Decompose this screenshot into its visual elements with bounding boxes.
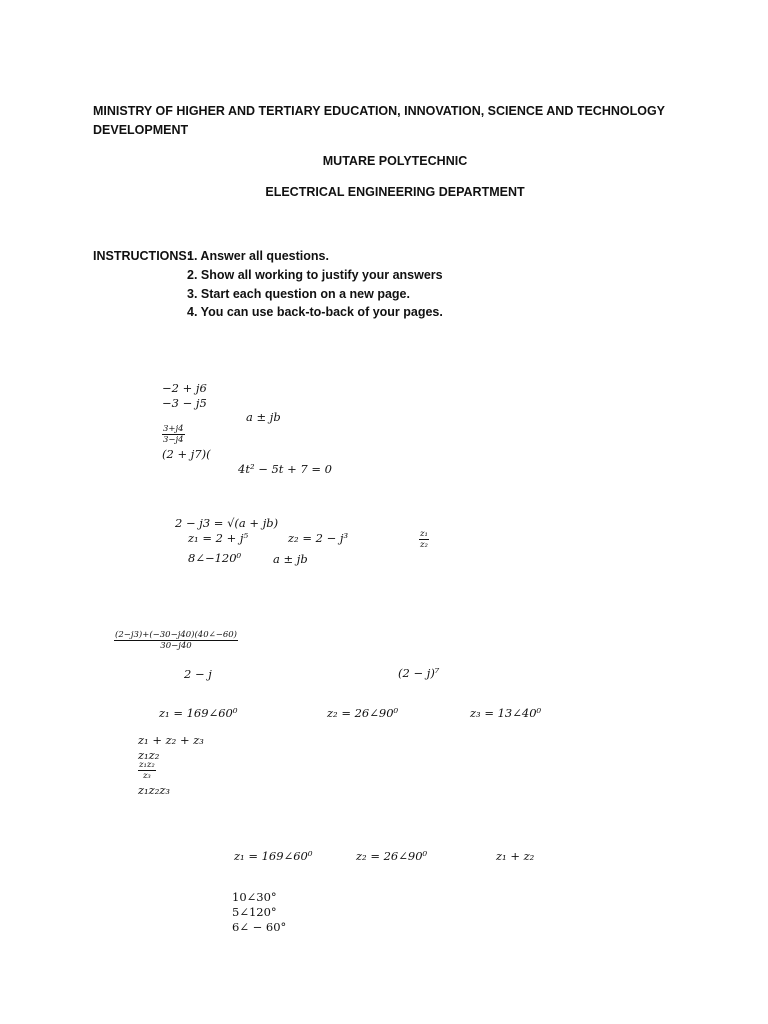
q2-root-equation: 2 − j3 = √(a + jb) xyxy=(175,516,279,530)
instruction-item: 3. Start each question on a new page. xyxy=(187,287,410,301)
q2-polar: 8∠−120⁰ xyxy=(188,551,242,565)
q4-sum: z₁ + z₂ + z₃ xyxy=(138,733,204,747)
q5-z2: z₂ = 26∠90⁰ xyxy=(356,849,428,863)
q2-ratio xyxy=(419,529,429,550)
q2-z1: z₁ = 2 + j⁵ xyxy=(188,531,249,545)
q2-z2: z₂ = 2 − j³ xyxy=(288,531,349,545)
q1-form: a ± jb xyxy=(246,410,281,424)
q1-fraction-denominator: 3−j4 xyxy=(163,435,184,445)
q1-expr-b: −3 − j5 xyxy=(162,396,207,410)
ministry-line-2: DEVELOPMENT xyxy=(93,123,189,137)
q2-ratio-denominator: z₂ xyxy=(420,540,428,550)
q6-phasor: 10∠30° xyxy=(232,890,277,904)
q5-sum: z₁ + z₂ xyxy=(496,849,535,863)
q3-fraction-numerator: (2−j3)+(−30−j40)(40∠−60) xyxy=(115,630,237,640)
instruction-item: 4. You can use back-to-back of your pages. xyxy=(187,305,443,319)
q2-ratio-numerator: z₁ xyxy=(420,529,428,539)
q4-z1: z₁ = 169∠60⁰ xyxy=(159,706,238,720)
q1-expr-d: (2 + j7)( xyxy=(162,447,211,461)
q2-form: a ± jb xyxy=(273,552,308,566)
q4-z2: z₂ = 26∠90⁰ xyxy=(327,706,399,720)
instructions-label: INSTRUCTIONS: xyxy=(93,249,191,263)
q4-product-3: z₁z₂z₃ xyxy=(138,783,171,797)
q1-expr-a: −2 + j6 xyxy=(162,381,207,395)
q5-z1: z₁ = 169∠60⁰ xyxy=(234,849,313,863)
q6-phasor: 6∠ − 60° xyxy=(232,920,287,934)
q3-power: (2 − j)⁷ xyxy=(398,666,440,680)
institution-name: MUTARE POLYTECHNIC xyxy=(322,154,468,168)
q3-fraction xyxy=(114,630,238,651)
q1-quadratic: 4t² − 5t + 7 = 0 xyxy=(238,462,332,476)
instruction-item: 2. Show all working to justify your answers xyxy=(187,268,443,282)
q3-base: 2 − j xyxy=(184,667,212,681)
q1-fraction xyxy=(162,424,185,445)
instruction-item: 1. Answer all questions. xyxy=(187,249,329,263)
q4-fraction xyxy=(138,760,156,781)
q3-fraction-denominator: 30−j40 xyxy=(160,641,192,651)
department-name: ELECTRICAL ENGINEERING DEPARTMENT xyxy=(265,185,525,199)
q4-fraction-denominator: z₃ xyxy=(142,771,151,781)
ministry-line-1: MINISTRY OF HIGHER AND TERTIARY EDUCATION, INNOVATION, SCIENCE AND TECHNOLOGY xyxy=(93,104,666,118)
q4-fraction-numerator: z₁z₂ xyxy=(139,760,155,770)
q4-product-2: z₁z₂ xyxy=(138,748,160,762)
q4-z3: z₃ = 13∠40⁰ xyxy=(470,706,542,720)
q1-fraction-numerator: 3+j4 xyxy=(163,424,184,434)
q6-phasor: 5∠120° xyxy=(232,905,277,919)
